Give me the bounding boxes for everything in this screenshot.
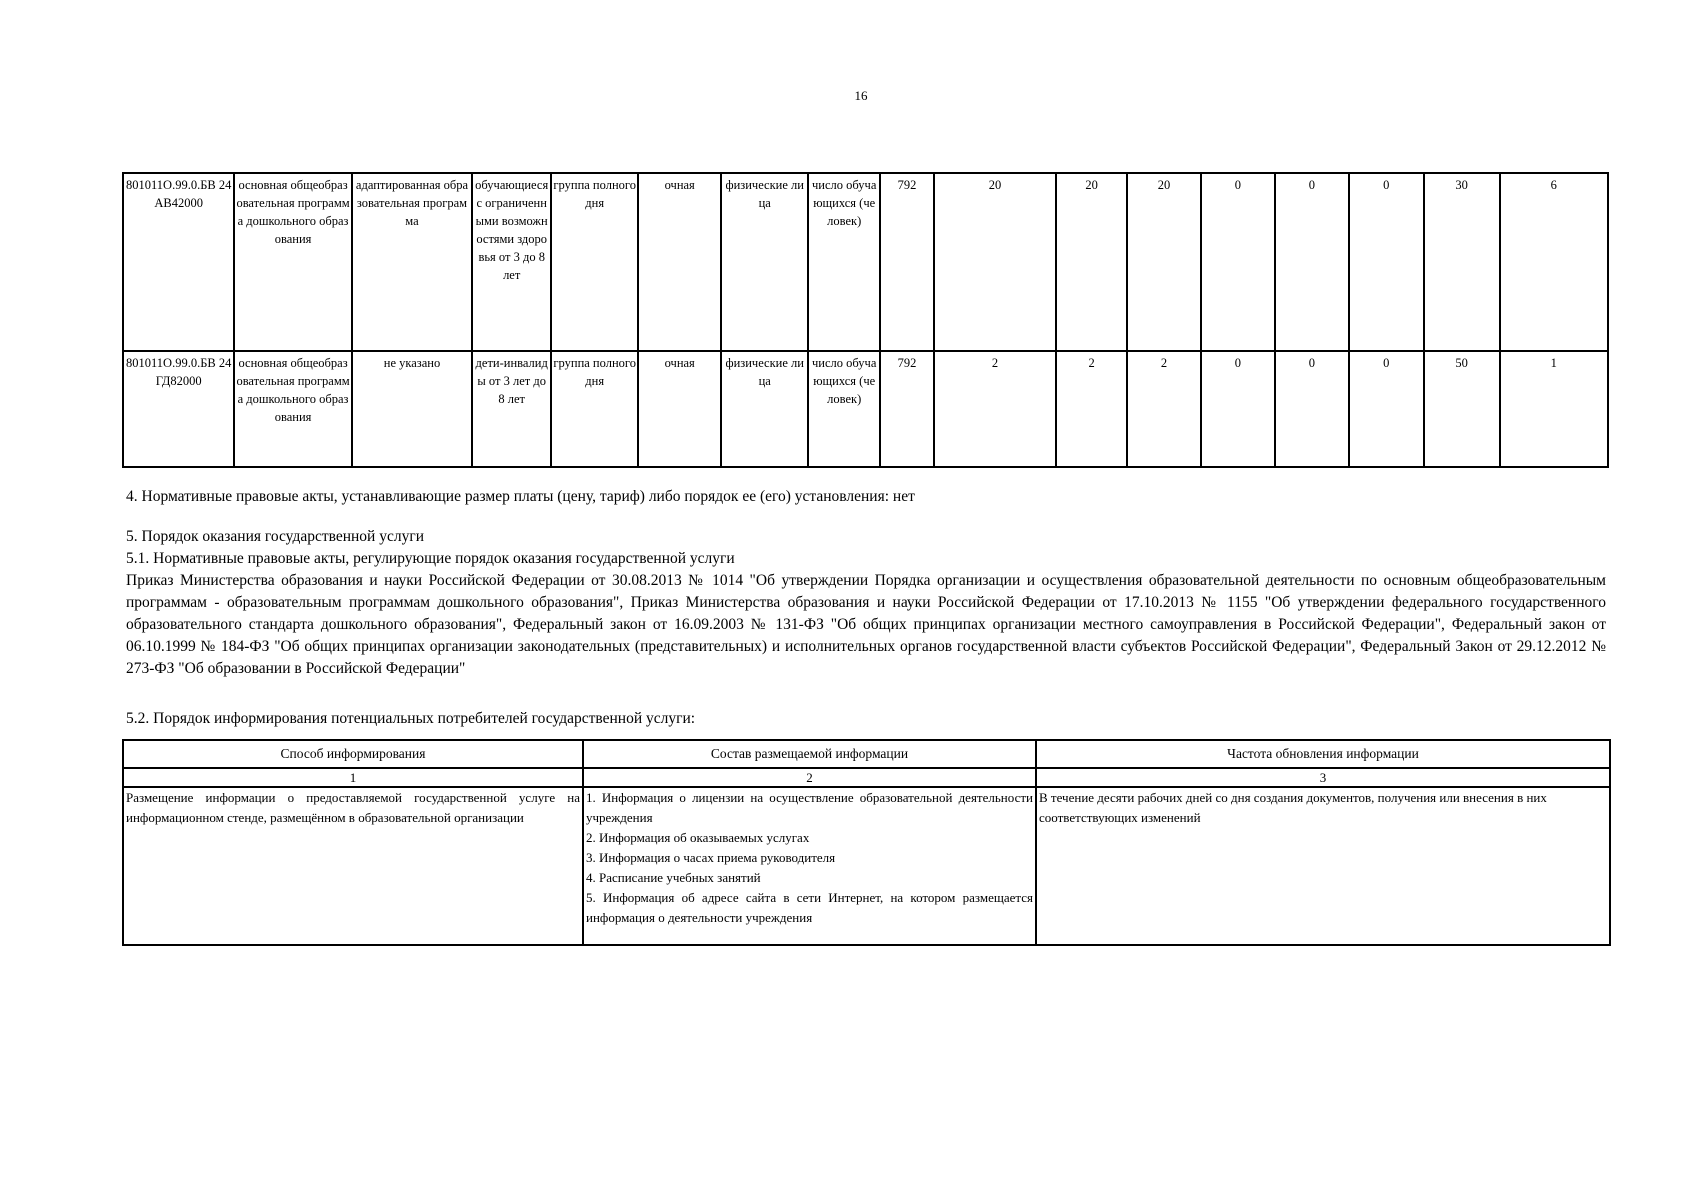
value-cell: 0 xyxy=(1201,351,1275,467)
value-cell: 0 xyxy=(1275,173,1349,351)
service-code: 801011О.99.0.БВ 24АВ42000 xyxy=(123,173,234,351)
value-cell: 2 xyxy=(934,351,1056,467)
value-cell: 1 xyxy=(1500,351,1608,467)
column-header: Частота обновления информации xyxy=(1036,740,1610,768)
column-number: 3 xyxy=(1036,768,1610,787)
info-content xyxy=(583,787,1036,945)
value-cell: 20 xyxy=(934,173,1056,351)
value-cell: 2 xyxy=(1127,351,1201,467)
list-item: 4. Расписание учебных занятий xyxy=(586,870,761,885)
consumers: физические лица xyxy=(721,351,808,467)
indicator-name: число обучающихся (человек) xyxy=(808,173,880,351)
program-type: адаптированная образовательная программа xyxy=(352,173,472,351)
section-5-1-text: Приказ Министерства образования и науки Российской Федерации от 30.08.2013 № 1014 "Об утверждении Порядка организации и осуществления образовательной деятельности по основным общеобразовательным программам - образовательным программам дошкольного образования", Приказ Министерства образования и науки Российской Федерации от 17.10.2013 № 1155 "Об утверждении федерального государственного образовательного стандарта дошкольного образования", Федеральный закон от 16.09.2003 № 131-ФЗ "Об общих принципах организации местного самоуправления в Российской Федерации", Федеральный закон от 06.10.1999 № 184-ФЗ "Об общих принципах организации законодательных (представительных) и исполнительных органов государственной власти субъектов Российской Федерации", Федеральный Закон от 29.12.2012 № 273-ФЗ "Об образовании в Российской Федерации" xyxy=(126,572,1606,677)
program-type: не указано xyxy=(352,351,472,467)
consumer-category: обучающиеся с ограниченными возможностями здоровья от 3 до 8 лет xyxy=(472,173,551,351)
value-cell: 0 xyxy=(1275,351,1349,467)
consumer-category: дети-инвалиды от 3 лет до 8 лет xyxy=(472,351,551,467)
section-5-2-heading: 5.2. Порядок информирования потенциальных потребителей государственной услуги: xyxy=(126,710,696,727)
indicators-table xyxy=(122,172,1609,468)
list-item: 2. Информация об оказываемых услугах xyxy=(586,830,810,845)
list-item: 5. Информация об адресе сайта в сети Интернет, на котором размещается информация о деятельности учреждения xyxy=(586,890,1033,925)
indicator-name: число обучающихся (человек) xyxy=(808,351,880,467)
section-5-heading: 5. Порядок оказания государственной услуги xyxy=(126,528,424,545)
consumers: физические лица xyxy=(721,173,808,351)
value-cell: 0 xyxy=(1349,351,1424,467)
okei-code: 792 xyxy=(880,351,934,467)
education-form: очная xyxy=(638,173,721,351)
okei-code: 792 xyxy=(880,173,934,351)
value-cell: 6 xyxy=(1500,173,1608,351)
value-cell: 20 xyxy=(1127,173,1201,351)
page-number: 16 xyxy=(854,88,868,103)
list-item: 3. Информация о часах приема руководителя xyxy=(586,850,836,865)
section-4-paragraph: 4. Нормативные правовые акты, устанавливающие размер платы (цену, тариф) либо порядок ее (его) установления: нет xyxy=(126,488,915,505)
value-cell: 30 xyxy=(1424,173,1500,351)
table-row xyxy=(123,173,1608,351)
table-row xyxy=(123,787,1610,945)
section-5-1-heading: 5.1. Нормативные правовые акты, регулирующие порядок оказания государственной услуги xyxy=(126,550,735,567)
program-name: основная общеобразовательная программа дошкольного образования xyxy=(234,351,351,467)
value-cell: 50 xyxy=(1424,351,1500,467)
info-method: Размещение информации о предоставляемой государственной услуге на информационном стенде, размещённом в образовательной организации xyxy=(123,787,583,945)
program-name: основная общеобразовательная программа дошкольного образования xyxy=(234,173,351,351)
column-number: 2 xyxy=(583,768,1036,787)
list-item: 1. Информация о лицензии на осуществление образовательной деятельности учреждения xyxy=(586,790,1033,825)
value-cell: 0 xyxy=(1201,173,1275,351)
info-table xyxy=(122,739,1611,946)
info-frequency: В течение десяти рабочих дней со дня создания документов, получения или внесения в них соответствующих изменений xyxy=(1036,787,1610,945)
service-code: 801011О.99.0.БВ 24ГД82000 xyxy=(123,351,234,467)
value-cell: 0 xyxy=(1349,173,1424,351)
stay-mode: группа полного дня xyxy=(551,351,638,467)
value-cell: 2 xyxy=(1056,351,1127,467)
column-header: Состав размещаемой информации xyxy=(583,740,1036,768)
value-cell: 20 xyxy=(1056,173,1127,351)
column-header: Способ информирования xyxy=(123,740,583,768)
stay-mode: группа полного дня xyxy=(551,173,638,351)
table-row xyxy=(123,351,1608,467)
column-number: 1 xyxy=(123,768,583,787)
education-form: очная xyxy=(638,351,721,467)
